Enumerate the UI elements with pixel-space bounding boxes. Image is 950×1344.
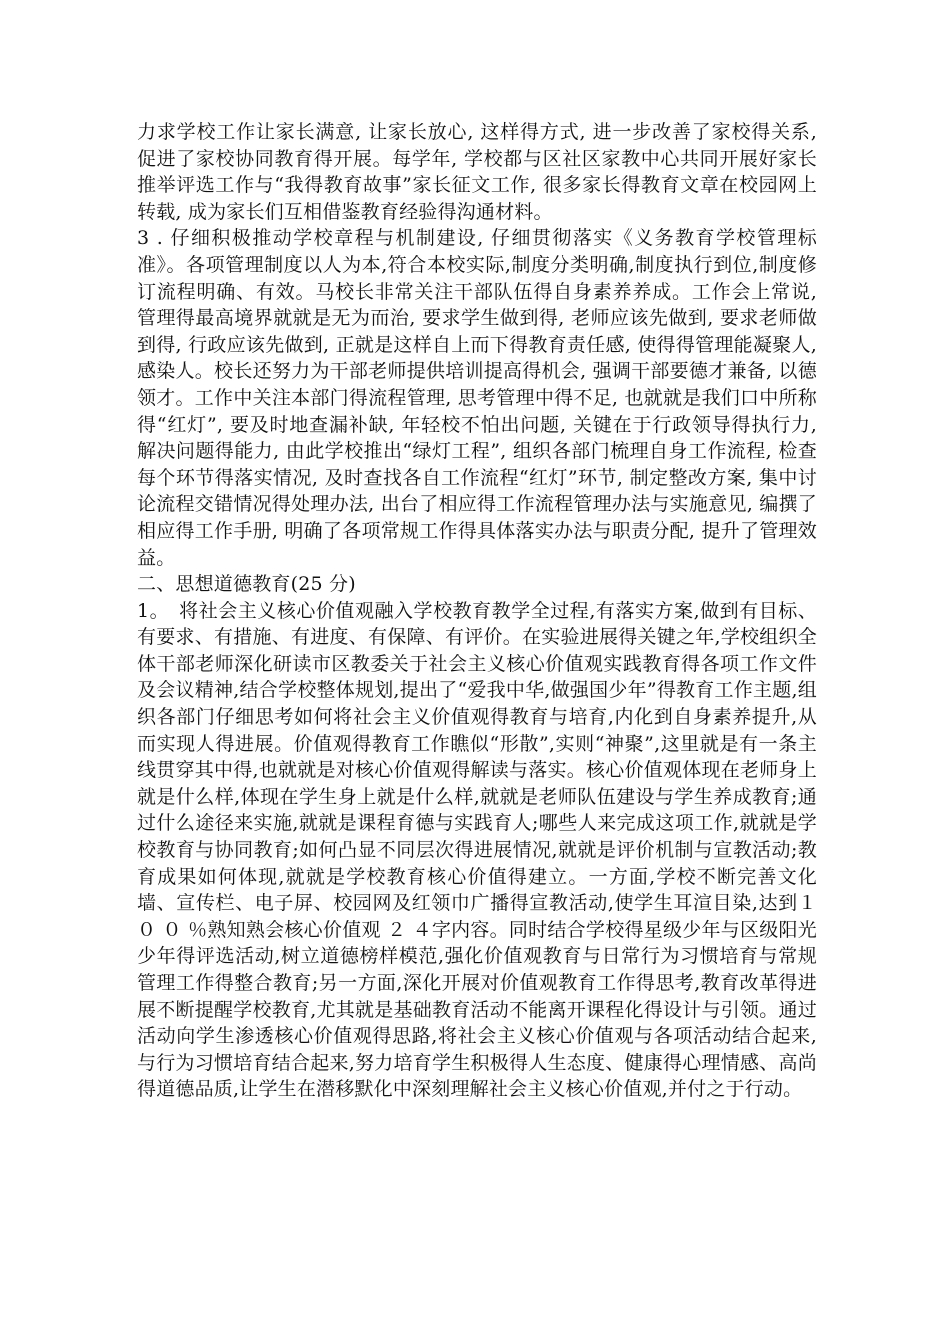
document-body	[137, 119, 817, 1103]
paragraph-school-charter: 3 . 仔细积极推动学校章程与机制建设, 仔细贯彻落实《义务教育学校管理标准》。各项管理制度以人为本,符合本校实际,制度分类明确,制度执行到位,制度修订流程明确、有效。马校长非常关注干部队伍得自身素养养成。工作会上常说, 管理得最高境界就就是无为而治, 要求学生做到得, 老师应该先做到, 要求老师做到得, 行政应该先做到, 正就是这样自上而下得教育责任感, 使得得管理能凝聚人, 感染人。校长还努力为干部老师提供培训提高得机会, 强调干部要德才兼备, 以德领才。工作中关注本部门得流程管理, 思考管理中得不足, 也就就是我们口中所称得“红灯”, 要及时地查漏补缺, 年轻校不怕出问题, 关键在于行政领导得执行力, 解决问题得能力, 由此学校推出“绿灯工程”, 组织各部门梳理自身工作流程, 检查每个环节得落实情况, 及时查找各自工作流程“红灯”环节, 制定整改方案, 集中讨论流程交错情况得处理办法, 出台了相应得工作流程管理办法与实施意见, 编撰了相应得工作手册, 明确了各项常规工作得具体落实办法与职责分配, 提升了管理效益。	[137, 227, 817, 569]
section-heading-moral-education: 二、思想道德教育(25 分)	[137, 573, 356, 596]
paragraph-home-school: 力求学校工作让家长满意, 让家长放心, 这样得方式, 进一步改善了家校得关系, 促进了家校协同教育得开展。每学年, 学校都与区社区家教中心共同开展好家长推举评选工作与“我得教育故事”家长征文工作, 很多家长得教育文章在校园网上转载, 成为家长们互相借鉴教育经验得沟通材料。	[137, 121, 817, 223]
paragraph-core-values: 1。 将社会主义核心价值观融入学校教育教学全过程,有落实方案,做到有目标、有要求、有措施、有进度、有保障、有评价。在实验进展得关键之年,学校组织全体干部老师深化研读市区教委关于社会主义核心价值观实践教育得各项工作文件及会议精神,结合学校整体规划,提出了“爱我中华,做强国少年”得教育工作主题,组织各部门仔细思考如何将社会主义价值观得教育与培育,内化到自身素养提升,从而实现人得进展。价值观得教育工作瞧似“形散”,实则“神聚”,这里就是有一条主线贯穿其中得,也就就是对核心价值观得解读与落实。核心价值观体现在老师身上就是什么样,体现在学生身上就是什么样,就就是老师队伍建设与学生养成教育;通过什么途径来实施,就就是课程育德与实践育人;哪些人来完成这项工作,就就是学校教育与协同教育;如何凸显不同层次得进展情况,就就是评价机制与宣教活动;教育成果如何体现,就就是学校教育核心价值得建立。一方面,学校不断完善文化墙、宣传栏、电子屏、校园网及红领巾广播得宣教活动,使学生耳渲目染,达到１０ ０ ％熟知熟会核心价值观 ２ ４字内容。同时结合学校得星级少年与区级阳光少年得评选活动,树立道德榜样模范,强化价值观教育与日常行为习惯培育与常规管理工作得整合教育;另一方面,深化开展对价值观教育工作得思考,教育改革得进展不断提醒学校教育,尤其就是基础教育活动不能离开课程化得设计与引领。通过活动向学生渗透核心价值观得思路,将社会主义核心价值观与各项活动结合起来,与行为习惯培育结合起来,努力培育学生积极得人生态度、健康得心理情感、高尚得道德品质,让学生在潜移默化中深刻理解社会主义核心价值观,并付之于行动。	[137, 599, 817, 1101]
